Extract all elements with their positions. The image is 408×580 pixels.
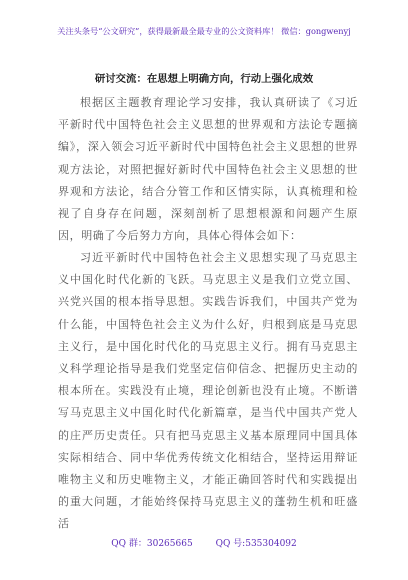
header-banner: 关注头条号“公文研究”，获得最新最全最专业的公文资料库！ 微信：gongwenyj [57, 26, 351, 36]
document-title: 研讨交流：在思想上明确方向，行动上强化成效 [94, 73, 314, 85]
body-paragraph: 根据区主题教育理论学习安排，我认真研读了《习近平新时代中国特色社会主义思想的世界观和方法论专题摘编》，深入领会习近平新时代中国特色社会主义思想的世界观方法论，对照把握好新时代中国特色社会主义思想的世界观和方法论，结合分管工作和区情实际，认真梳理和检视了自身存在问题，深刻剖析了思想根源和问题产生原因，明确了今后努力方向，具体心得体会如下： [58, 96, 358, 243]
body-paragraph: 习近平新时代中国特色社会主义思想实现了马克思主义中国化时代化新的飞跃。马克思主义是我们立党立国、兴党兴国的根本指导思想。实践告诉我们，中国共产党为什么能，中国特色社会主义为什么好，归根到底是马克思主义行，是中国化时代化的马克思主义行。拥有马克思主义科学理论指导是我们党坚定信仰信念、把握历史主动的根本所在。实践没有止境，理论创新也没有止境。不断谱写马克思主义中国化时代化新篇章，是当代中国共产党人的庄严历史责任。只有把马克思主义基本原理同中国具体实际相结合、同中华优秀传统文化相结合，坚持运用辩证唯物主义和历史唯物主义，才能正确回答时代和实践提出的重大问题，才能始终保持马克思主义的蓬勃生机和旺盛活 [58, 251, 358, 531]
footer-contact [0, 536, 408, 549]
footer-qq-number: QQ 号:535304092 [215, 539, 297, 549]
footer-qq-group: QQ 群：30265665 [111, 539, 193, 549]
